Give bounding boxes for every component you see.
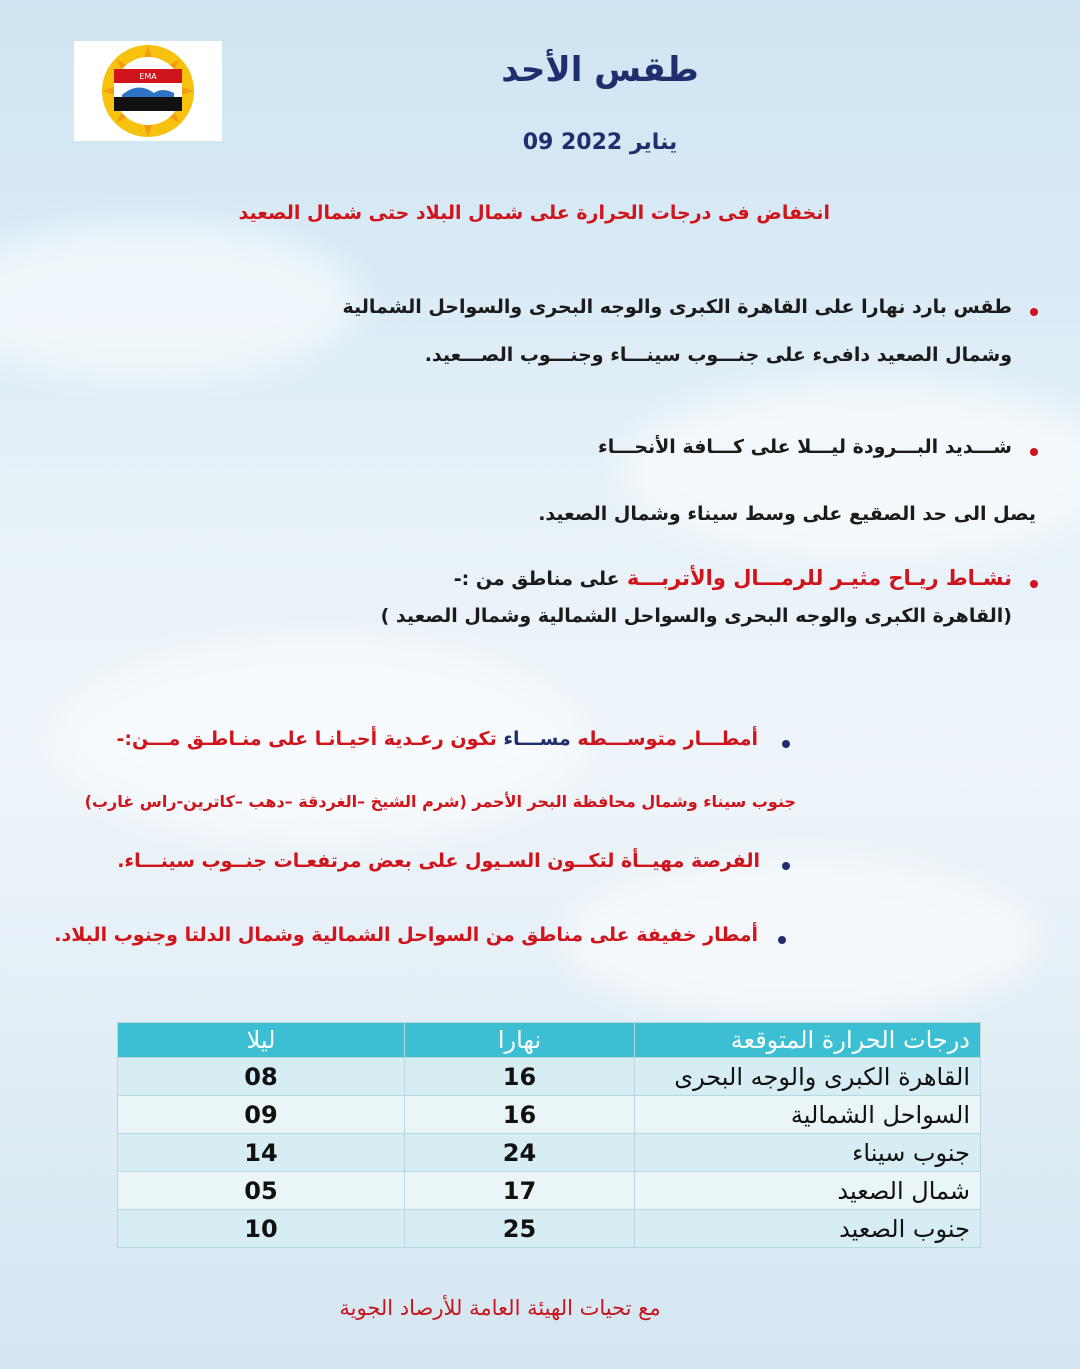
bullet-4-thunder-text: تكون رعـدية أحيـانـا على منـاطـق مـــن:-: [116, 728, 497, 750]
table-row: [118, 1210, 981, 1248]
page-title: طقس الأحد: [501, 50, 699, 90]
bullet-1-line-2: وشمال الصعيد دافىء على جنـــوب سينـــاء وجنـــوب الصـــعيد.: [424, 344, 1012, 366]
region-cell: جنوب الصعيد: [635, 1210, 981, 1248]
bullet-3-text: على مناطق من :-: [453, 568, 620, 590]
night-temp-cell: 10: [118, 1210, 405, 1248]
region-cell: جنوب سيناء: [635, 1134, 981, 1172]
bullet-2-line-2: يصل الى حد الصقيع على وسط سيناء وشمال الصعيد.: [538, 503, 1036, 525]
night-temp-cell: 14: [118, 1134, 405, 1172]
header-day: نهارا: [405, 1023, 635, 1058]
bullet-4-line-1: [116, 728, 758, 750]
night-temp-cell: 05: [118, 1172, 405, 1210]
bullet-1-line-1: طقس بارد نهارا على القاهرة الكبرى والوجه البحرى والسواحل الشمالية: [342, 296, 1012, 318]
day-temp-cell: 25: [405, 1210, 635, 1248]
sun-logo-icon: [78, 43, 218, 139]
region-cell: السواحل الشمالية: [635, 1096, 981, 1134]
day-temp-cell: 16: [405, 1096, 635, 1134]
day-temp-cell: 17: [405, 1172, 635, 1210]
forecast-date: 09 يناير 2022: [522, 130, 678, 155]
bullet-2-line-1: شـــديد البـــرودة ليـــلا على كـــافة الأنحـــاء: [597, 436, 1012, 458]
header-night: ليلا: [118, 1023, 405, 1058]
night-temp-cell: 08: [118, 1058, 405, 1096]
bullet-3-line-1: [454, 566, 1012, 590]
svg-text:EMA: EMA: [139, 72, 157, 81]
background-cloud: [0, 220, 360, 380]
forecast-headline: انخفاض فى درجات الحرارة على شمال البلاد حتى شمال الصعيد: [238, 202, 830, 224]
bullet-icon: [1030, 448, 1038, 456]
table-row: [118, 1172, 981, 1210]
region-cell: القاهرة الكبرى والوجه البحرى: [635, 1058, 981, 1096]
table-row: [118, 1058, 981, 1096]
bullet-4-line-2: جنوب سيناء وشمال محافظة البحر الأحمر (شرم الشيخ –الغردقة –دهب –كاترين-راس غارب): [84, 792, 796, 811]
day-temp-cell: 16: [405, 1058, 635, 1096]
background-cloud: [620, 380, 1080, 560]
night-temp-cell: 09: [118, 1096, 405, 1134]
bullet-icon: [1030, 308, 1038, 316]
bullet-4-evening-text: مســـاء: [503, 728, 571, 750]
footer-signature: مع تحيات الهيئة العامة للأرصاد الجوية: [339, 1296, 661, 1320]
bullet-6-text: أمطار خفيفة على مناطق من السواحل الشمالية وشمال الدلتا وجنوب البلاد.: [54, 924, 758, 946]
bullet-3-line-2: (القاهرة الكبرى والوجه البحرى والسواحل الشمالية وشمال الصعيد ): [380, 605, 1012, 627]
region-cell: شمال الصعيد: [635, 1172, 981, 1210]
bullet-icon: [778, 936, 786, 944]
day-temp-cell: 24: [405, 1134, 635, 1172]
table-row: [118, 1134, 981, 1172]
bullet-icon: [1030, 580, 1038, 588]
bullet-4-rain-text: أمطـــار متوســـطه: [577, 728, 758, 750]
table-row: [118, 1096, 981, 1134]
table-header-row: [118, 1023, 981, 1058]
header-region: درجات الحرارة المتوقعة: [635, 1023, 981, 1058]
temperature-table: [117, 1022, 981, 1248]
bullet-icon: [782, 740, 790, 748]
bullet-5-text: الفرصة مهيــأة لتكــون السـيول على بعض مرتفعـات جنــوب سينـــاء.: [117, 850, 760, 872]
ema-logo: [74, 41, 222, 141]
bullet-3-highlight: نشـاط ريـاح مثيـر للرمـــال والأتربـــة: [626, 566, 1012, 590]
bullet-icon: [782, 862, 790, 870]
